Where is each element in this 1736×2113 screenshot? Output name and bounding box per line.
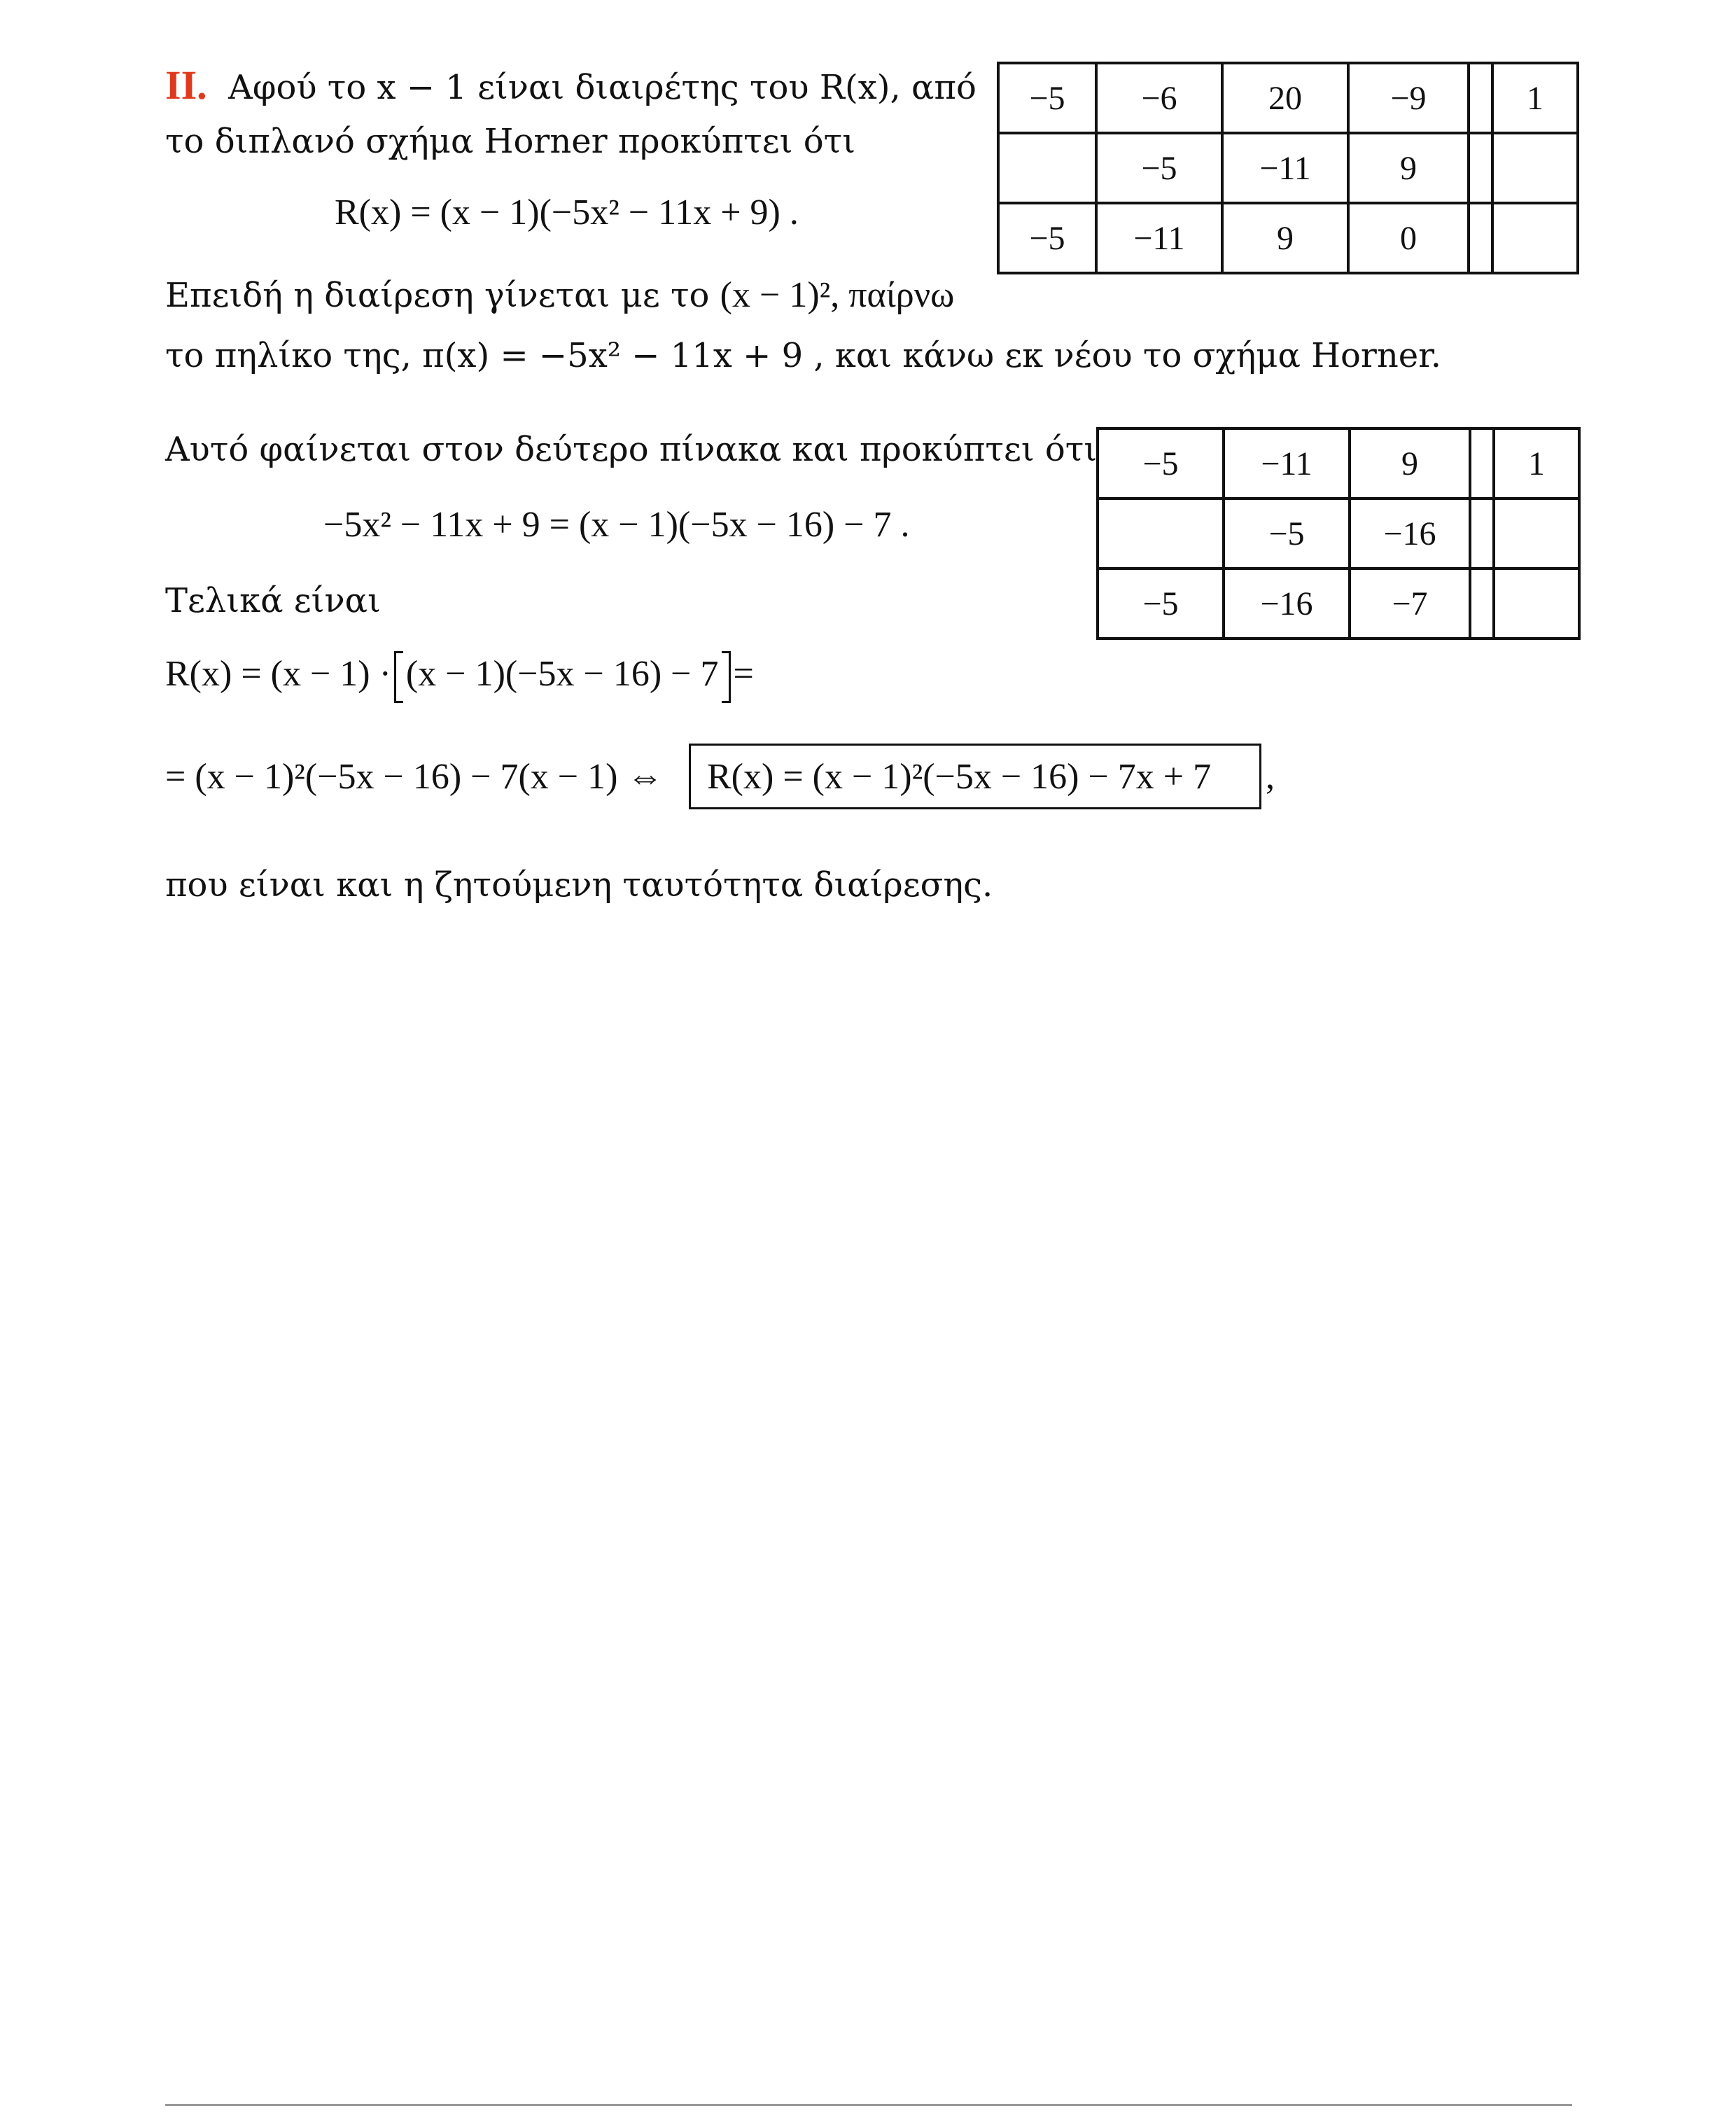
section-label: II. [165, 62, 207, 108]
horner-cell: −5 [1098, 428, 1224, 498]
paragraph-5: που είναι και η ζητούμενη ταυτότητα διαίρεσης. [165, 865, 993, 905]
horner-table-2 [1096, 427, 1581, 640]
horner-cell: 9 [1348, 133, 1469, 203]
horner-row [998, 203, 1578, 273]
horner-separator-cell [1470, 428, 1494, 498]
paragraph-1-line-1 [165, 64, 976, 109]
horner-cell: −5 [1224, 498, 1350, 569]
horner-cell: −11 [1224, 428, 1350, 498]
equation-3-bracket-content: (x − 1)(−5x − 16) − 7 [405, 653, 719, 694]
equation-3-left: R(x) = (x − 1) · [165, 653, 391, 694]
horner-cell [1492, 133, 1578, 203]
horner-row [1098, 569, 1579, 639]
horner-table-1-body [998, 63, 1578, 273]
horner-row [1098, 498, 1579, 569]
horner-row [998, 133, 1578, 203]
paragraph-2-math: (x − 1)², παίρνω [720, 275, 955, 315]
horner-cell [1494, 498, 1579, 569]
horner-cell: 9 [1350, 428, 1470, 498]
horner-cell: −11 [1096, 203, 1222, 273]
horner-cell: 0 [1348, 203, 1469, 273]
horner-cell: −7 [1350, 569, 1470, 639]
horner-table-2-body [1098, 428, 1579, 639]
paragraph-4: Τελικά είναι [165, 581, 381, 620]
horner-cell [998, 133, 1096, 203]
horner-cell: −6 [1096, 63, 1222, 133]
horner-cell: −16 [1224, 569, 1350, 639]
horner-separator-cell [1469, 203, 1492, 273]
horner-cell: −5 [998, 63, 1096, 133]
horner-cell: −16 [1350, 498, 1470, 569]
paragraph-2-line-1 [165, 274, 954, 316]
horner-cell: −11 [1222, 133, 1348, 203]
horner-row [998, 63, 1578, 133]
horner-table-1 [997, 62, 1579, 274]
horner-cell [1494, 569, 1579, 639]
horner-cell [1492, 203, 1578, 273]
horner-separator-cell [1470, 569, 1494, 639]
horner-cell: −5 [1096, 133, 1222, 203]
horner-cell: −5 [998, 203, 1096, 273]
equation-4: = (x − 1)²(−5x − 16) − 7(x − 1) ⇔ [165, 757, 664, 797]
equation-2: −5x² − 11x + 9 = (x − 1)(−5x − 16) − 7 . [323, 505, 910, 545]
paragraph-2-text: Επειδή η διαίρεση γίνεται με το [165, 276, 710, 315]
horner-separator-cell [1469, 63, 1492, 133]
horner-cell: 20 [1222, 63, 1348, 133]
horner-separator-cell [1469, 133, 1492, 203]
horner-cell: 1 [1492, 63, 1578, 133]
paragraph-1-text: Αφού το x − 1 είναι διαιρέτης του R(x), από [228, 68, 976, 107]
horner-cell: 9 [1222, 203, 1348, 273]
result-equation: R(x) = (x − 1)²(−5x − 16) − 7x + 7 [707, 757, 1212, 797]
horner-cell: 1 [1494, 428, 1579, 498]
paragraph-1-line-2: το διπλανό σχήμα Horner προκύπτει ότι [165, 122, 856, 161]
result-comma: , [1266, 757, 1275, 797]
equation-3 [165, 651, 754, 703]
equation-3-equals: = [733, 653, 754, 694]
horner-cell: −5 [1098, 569, 1224, 639]
right-bracket [722, 651, 731, 703]
left-bracket [394, 651, 403, 703]
paragraph-3-line-1: Αυτό φαίνεται στον δεύτερο πίνακα και προκύπτει ότι [165, 430, 1098, 469]
equation-1: R(x) = (x − 1)(−5x² − 11x + 9) . [335, 193, 799, 232]
footer-rule [165, 2104, 1572, 2106]
horner-row [1098, 428, 1579, 498]
horner-cell [1098, 498, 1224, 569]
horner-separator-cell [1470, 498, 1494, 569]
paragraph-2-line-2: το πηλίκο της, π(x) = −5x² − 11x + 9 , και κάνω εκ νέου το σχήμα Horner. [165, 336, 1442, 375]
horner-cell: −9 [1348, 63, 1469, 133]
